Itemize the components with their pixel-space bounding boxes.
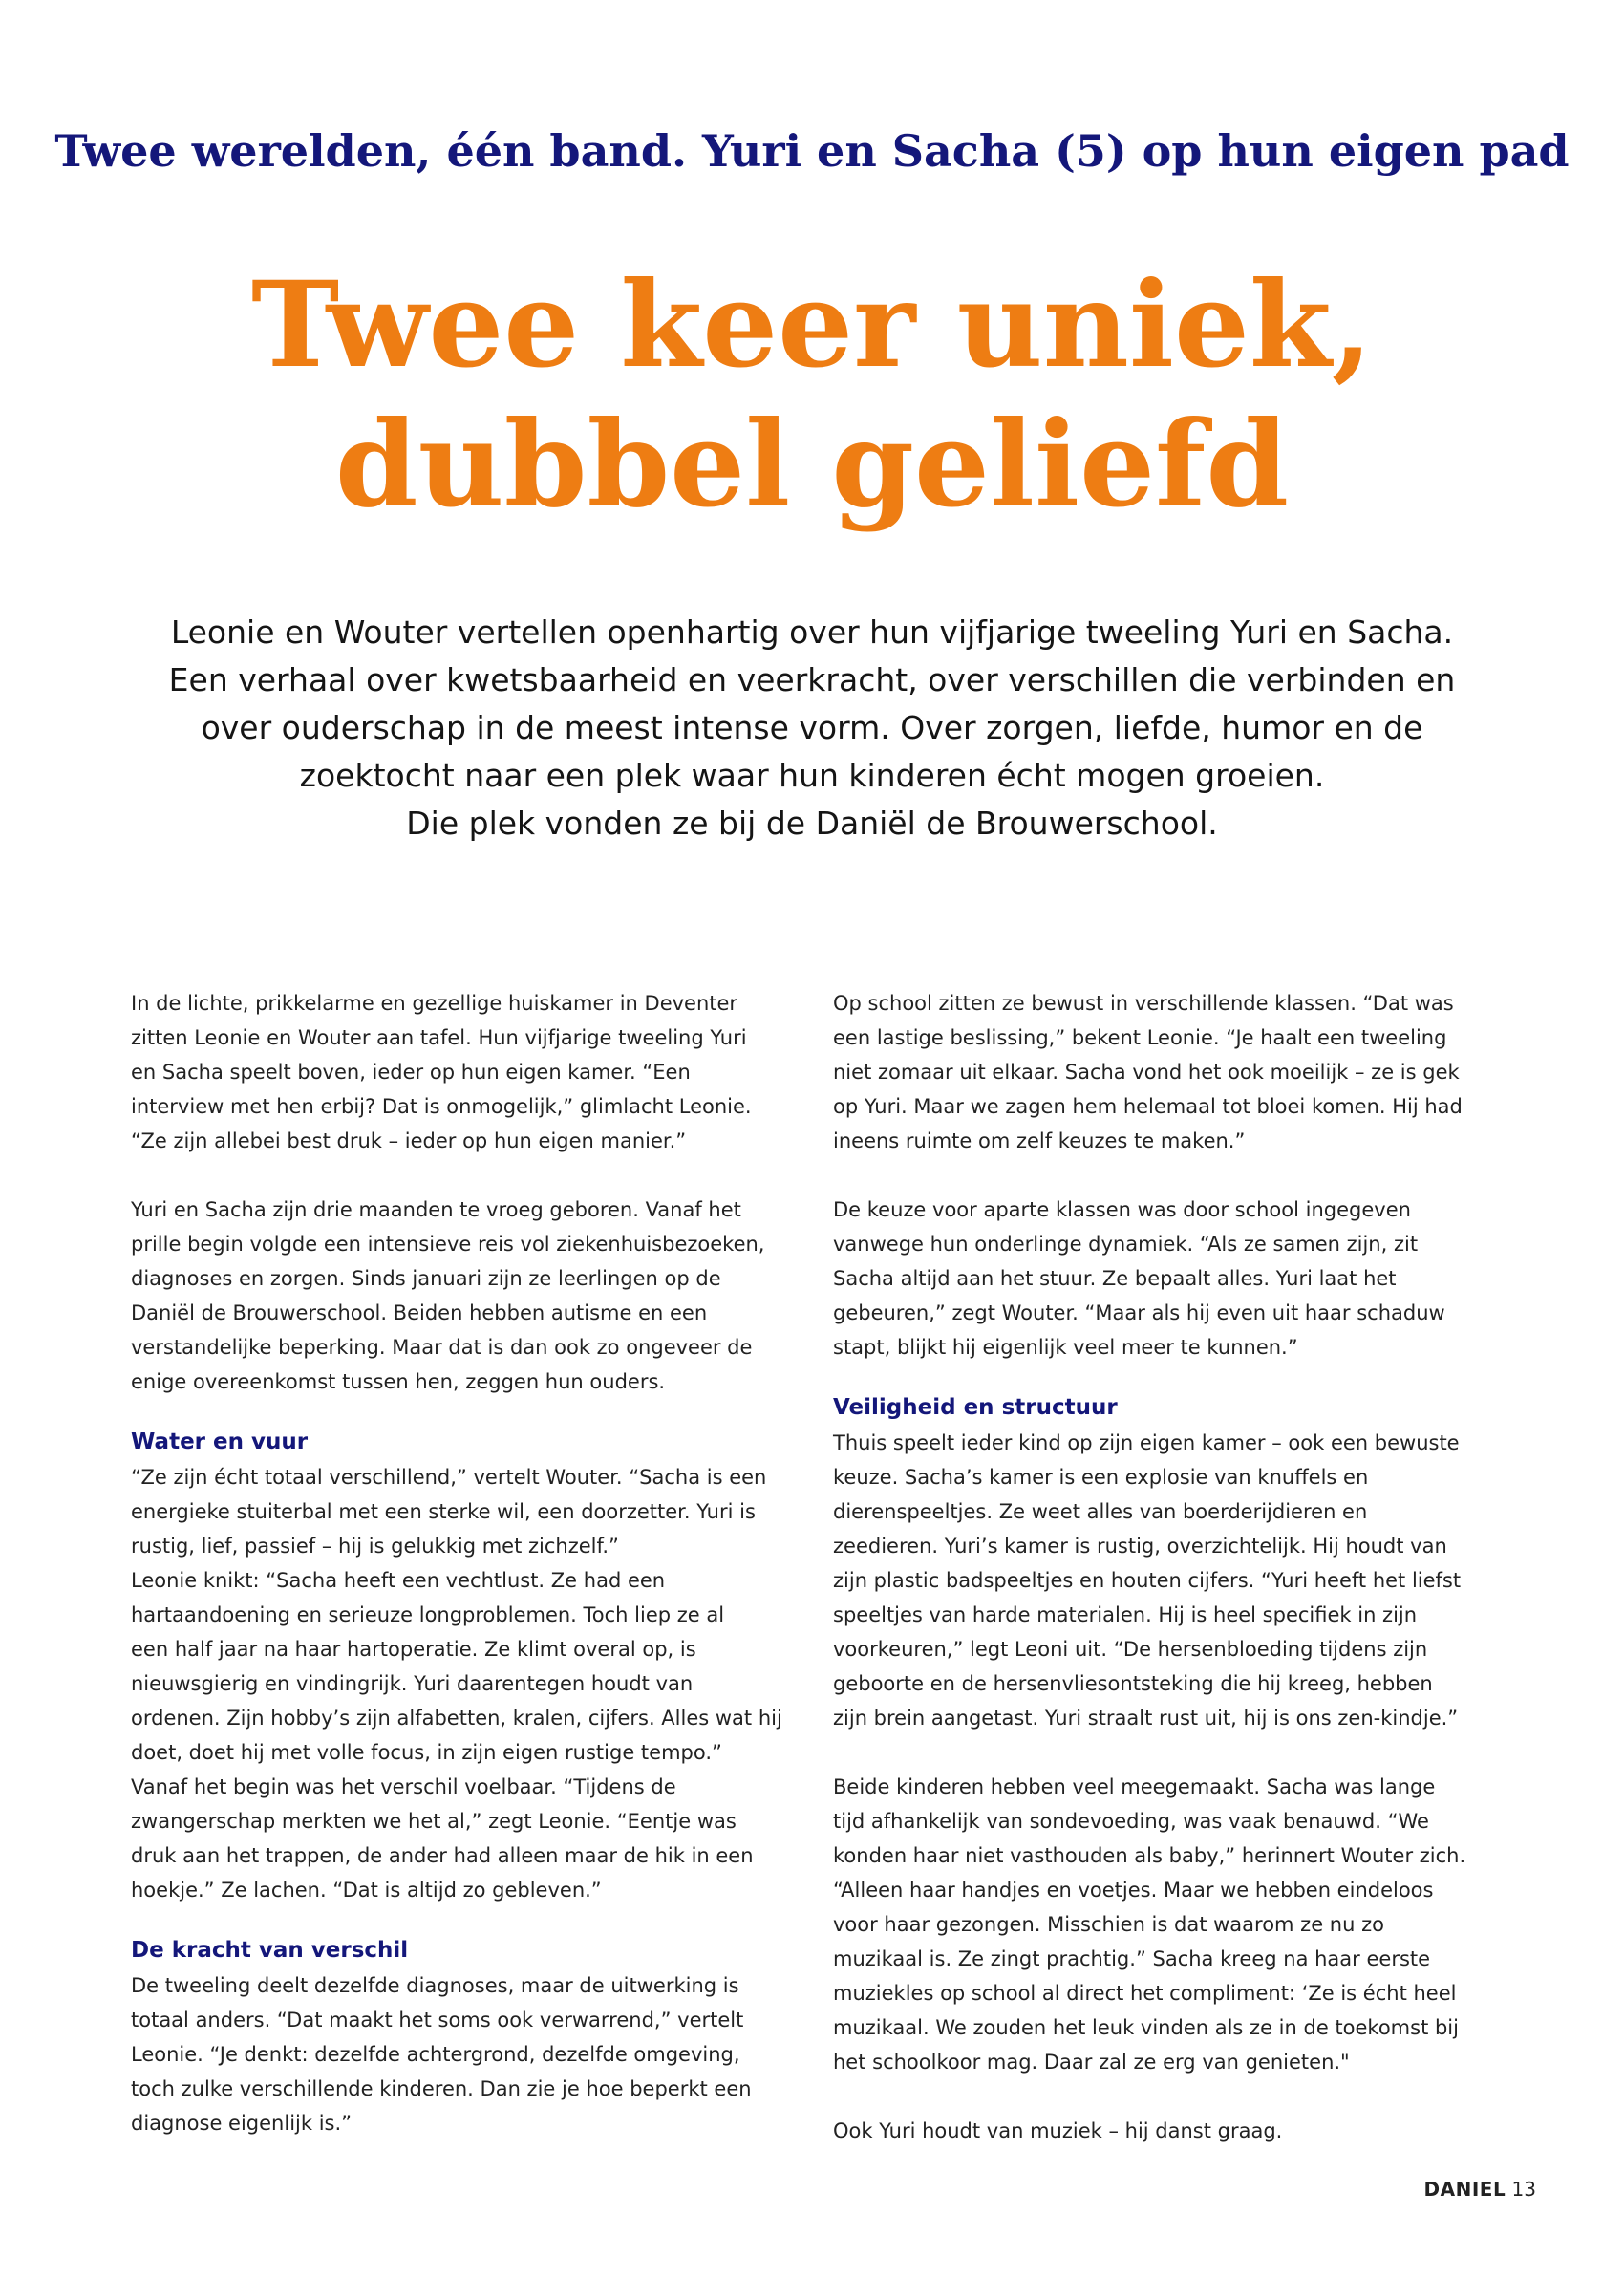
text-line: “Ze zijn écht totaal verschillend,” vertelt Wouter. “Sacha is een bbox=[131, 1466, 767, 1489]
intro-line: Die plek vonden ze bij de Daniël de Brouwerschool. bbox=[406, 805, 1218, 842]
paragraph bbox=[131, 986, 790, 1158]
text-line: energieke stuiterbal met een sterke wil, een doorzetter. Yuri is bbox=[131, 1500, 756, 1523]
paragraph-spacer bbox=[833, 2079, 1502, 2114]
text-line: geboorte en de hersenvliesontsteking die hij kreeg, hebben bbox=[833, 1672, 1433, 1695]
text-line: Yuri en Sacha zijn drie maanden te vroeg geboren. Vanaf het bbox=[131, 1198, 741, 1221]
article-headline bbox=[0, 256, 1624, 535]
text-line: nieuwsgierig en vindingrijk. Yuri daarentegen houdt van bbox=[131, 1672, 694, 1695]
text-line: muziekles op school al direct het compliment: ‘Ze is écht heel bbox=[833, 1982, 1457, 2005]
article-intro bbox=[143, 609, 1481, 848]
paragraph bbox=[131, 1193, 790, 1399]
text-line: speeltjes van harde materialen. Hij is heel specifiek in zijn bbox=[833, 1603, 1418, 1626]
paragraph-spacer bbox=[833, 1365, 1502, 1389]
text-line: muzikaal. We zouden het leuk vinden als ze in de toekomst bij bbox=[833, 2016, 1459, 2039]
paragraph bbox=[833, 1426, 1502, 1735]
section-heading: Water en vuur bbox=[131, 1430, 309, 1454]
paragraph-spacer bbox=[131, 1907, 790, 1932]
text-line: diagnoses en zorgen. Sinds januari zijn ze leerlingen op de bbox=[131, 1267, 721, 1290]
text-line: Leonie. “Je denkt: dezelfde achtergrond, dezelfde omgeving, bbox=[131, 2043, 740, 2066]
page-number: 13 bbox=[1511, 2178, 1536, 2201]
text-line: zeedieren. Yuri’s kamer is rustig, overzichtelijk. Hij houdt van bbox=[833, 1535, 1447, 1558]
text-line: voor haar gezongen. Misschien is dat waarom ze nu zo bbox=[833, 1913, 1384, 1936]
text-line: keuze. Sacha’s kamer is een explosie van knuffels en bbox=[833, 1466, 1369, 1489]
text-line: Op school zitten ze bewust in verschillende klassen. “Dat was bbox=[833, 992, 1454, 1015]
text-line: Thuis speelt ieder kind op zijn eigen kamer – ook een bewuste bbox=[833, 1431, 1460, 1454]
text-line: Beide kinderen hebben veel meegemaakt. Sacha was lange bbox=[833, 1775, 1436, 1798]
text-line: diagnose eigenlijk is.” bbox=[131, 2112, 353, 2135]
paragraph bbox=[833, 2114, 1502, 2148]
text-line: rustig, lief, passief – hij is gelukkig met zichzelf.” bbox=[131, 1535, 619, 1558]
headline-line: dubbel geliefd bbox=[334, 396, 1290, 534]
text-line: en Sacha speelt boven, ieder op hun eigen kamer. “Een bbox=[131, 1061, 691, 1084]
text-line: muzikaal is. Ze zingt prachtig.” Sacha kreeg na haar eerste bbox=[833, 1947, 1431, 1970]
paragraph bbox=[833, 1193, 1502, 1365]
section-heading: De kracht van verschil bbox=[131, 1938, 409, 1963]
intro-line: Een verhaal over kwetsbaarheid en veerkracht, over verschillen die verbinden en bbox=[168, 661, 1456, 699]
text-line: enige overeenkomst tussen hen, zeggen hun ouders. bbox=[131, 1370, 666, 1393]
left-column bbox=[131, 986, 790, 2140]
text-line: Daniël de Brouwerschool. Beiden hebben autisme en een bbox=[131, 1301, 708, 1324]
text-line: “Ze zijn allebei best druk – ieder op hun eigen manier.” bbox=[131, 1129, 687, 1152]
text-line: totaal anders. “Dat maakt het soms ook verwarrend,” vertelt bbox=[131, 2009, 744, 2032]
text-line: niet zomaar uit elkaar. Sacha vond het ook moeilijk – ze is gek bbox=[833, 1061, 1460, 1084]
intro-line: over ouderschap in de meest intense vorm. Over zorgen, liefde, humor en de bbox=[201, 709, 1423, 746]
text-line: interview met hen erbij? Dat is onmogelijk,” glimlacht Leonie. bbox=[131, 1095, 752, 1118]
text-line: De keuze voor aparte klassen was door school ingegeven bbox=[833, 1198, 1411, 1221]
text-line: prille begin volgde een intensieve reis vol ziekenhuisbezoeken, bbox=[131, 1233, 765, 1256]
text-line: De tweeling deelt dezelfde diagnoses, maar de uitwerking is bbox=[131, 1974, 739, 1997]
page-footer bbox=[1424, 2177, 1536, 2202]
text-line: Leonie knikt: “Sacha heeft een vechtlust. Ze had een bbox=[131, 1569, 666, 1592]
text-line: vanwege hun onderlinge dynamiek. “Als ze samen zijn, zit bbox=[833, 1233, 1419, 1256]
section-heading: Veiligheid en structuur bbox=[833, 1395, 1118, 1420]
text-line: tijd afhankelijk van sondevoeding, was vaak benauwd. “We bbox=[833, 1810, 1429, 1833]
text-line: hoekje.” Ze lachen. “Dat is altijd zo gebleven.” bbox=[131, 1879, 602, 1902]
text-line: zijn plastic badspeeltjes en houten cijfers. “Yuri heeft het liefst bbox=[833, 1569, 1462, 1592]
text-line: zitten Leonie en Wouter aan tafel. Hun vijfjarige tweeling Yuri bbox=[131, 1026, 747, 1049]
text-line: het schoolkoor mag. Daar zal ze erg van genieten." bbox=[833, 2051, 1350, 2074]
headline-line: Twee keer uniek, bbox=[251, 256, 1373, 395]
text-line: voorkeuren,” legt Leoni uit. “De hersenbloeding tijdens zijn bbox=[833, 1638, 1428, 1661]
paragraph-spacer bbox=[833, 1735, 1502, 1770]
article-kicker: Twee werelden, één band. Yuri en Sacha (5) op hun eigen pad bbox=[54, 125, 1570, 177]
text-line: stapt, blijkt hij eigenlijk veel meer te kunnen.” bbox=[833, 1336, 1298, 1359]
text-line: Ook Yuri houdt van muziek – hij danst graag. bbox=[833, 2119, 1283, 2142]
paragraph bbox=[131, 1460, 790, 1907]
paragraph bbox=[833, 1770, 1502, 2079]
paragraph bbox=[833, 986, 1502, 1158]
text-line: zwangerschap merkten we het al,” zegt Leonie. “Eentje was bbox=[131, 1810, 737, 1833]
text-line: druk aan het trappen, de ander had alleen maar de hik in een bbox=[131, 1844, 754, 1867]
text-line: “Alleen haar handjes en voetjes. Maar we hebben eindeloos bbox=[833, 1879, 1434, 1902]
text-line: doet, doet hij met volle focus, in zijn eigen rustige tempo.” bbox=[131, 1741, 722, 1764]
text-line: Sacha altijd aan het stuur. Ze bepaalt alles. Yuri laat het bbox=[833, 1267, 1397, 1290]
text-line: konden haar niet vasthouden als baby,” herinnert Wouter zich. bbox=[833, 1844, 1466, 1867]
text-line: een lastige beslissing,” bekent Leonie. “Je haalt een tweeling bbox=[833, 1026, 1447, 1049]
text-line: een half jaar na haar hartoperatie. Ze klimt overal op, is bbox=[131, 1638, 696, 1661]
text-line: Vanaf het begin was het verschil voelbaar. “Tijdens de bbox=[131, 1775, 676, 1798]
text-line: ordenen. Zijn hobby’s zijn alfabetten, kralen, cijfers. Alles wat hij bbox=[131, 1707, 782, 1730]
magazine-brand: DANIEL bbox=[1423, 2178, 1506, 2201]
paragraph bbox=[131, 1968, 790, 2140]
paragraph-spacer bbox=[131, 1158, 790, 1193]
right-column bbox=[833, 986, 1502, 2148]
intro-line: zoektocht naar een plek waar hun kinderen écht mogen groeien. bbox=[299, 757, 1325, 794]
text-line: zijn brein aangetast. Yuri straalt rust uit, hij is ons zen-kindje.” bbox=[833, 1707, 1459, 1730]
text-line: verstandelijke beperking. Maar dat is dan ook zo ongeveer de bbox=[131, 1336, 753, 1359]
paragraph-spacer bbox=[131, 1399, 790, 1424]
text-line: dierenspeeltjes. Ze weet alles van boerderijdieren en bbox=[833, 1500, 1368, 1523]
text-line: ineens ruimte om zelf keuzes te maken.” bbox=[833, 1129, 1246, 1152]
text-line: op Yuri. Maar we zagen hem helemaal tot bloei komen. Hij had bbox=[833, 1095, 1463, 1118]
text-line: hartaandoening en serieuze longproblemen. Toch liep ze al bbox=[131, 1603, 725, 1626]
text-line: In de lichte, prikkelarme en gezellige huiskamer in Deventer bbox=[131, 992, 738, 1015]
intro-line: Leonie en Wouter vertellen openhartig over hun vijfjarige tweeling Yuri en Sacha. bbox=[170, 613, 1454, 651]
text-line: gebeuren,” zegt Wouter. “Maar als hij even uit haar schaduw bbox=[833, 1301, 1445, 1324]
text-line: toch zulke verschillende kinderen. Dan zie je hoe beperkt een bbox=[131, 2077, 752, 2100]
paragraph-spacer bbox=[833, 1158, 1502, 1193]
